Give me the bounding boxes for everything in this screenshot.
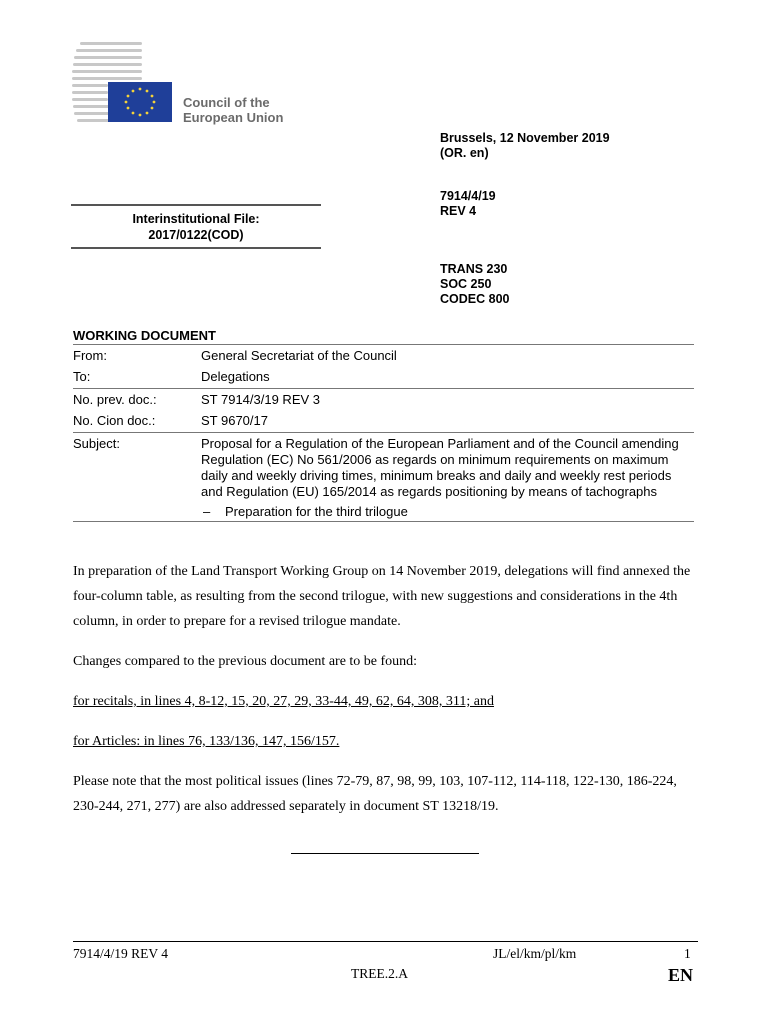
separator-line (291, 853, 479, 854)
subject-bullet (201, 504, 694, 519)
cion-doc-value: ST 9670/17 (201, 413, 268, 428)
doc-number-block (440, 189, 496, 219)
from-value: General Secretariat of the Council (201, 348, 397, 363)
to-label: To: (73, 369, 91, 384)
interinstitutional-label: Interinstitutional File: (132, 212, 260, 226)
subject-label: Subject: (73, 436, 120, 451)
footer-doc-ref: 7914/4/19 REV 4 (73, 946, 169, 961)
articles-line: for Articles: in lines 76, 133/136, 147, 156/157. (73, 734, 340, 749)
row-cion-doc (73, 410, 694, 432)
organisation-name (183, 95, 283, 125)
footer-initials: JL/el/km/pl/km (493, 946, 577, 961)
doc-number: 7914/4/19 (440, 189, 496, 203)
paragraph-changes: Changes compared to the previous document are to be found: (73, 654, 418, 669)
working-document-title: WORKING DOCUMENT (73, 328, 216, 343)
recitals-line: for recitals, in lines 4, 8-12, 15, 20, 27, 29, 33-44, 49, 62, 64, 308, 311; and (73, 694, 494, 709)
footer-language: EN (668, 965, 694, 985)
rule-bottom (73, 521, 694, 522)
footer-page-number: 1 (684, 946, 691, 961)
to-value: Delegations (201, 369, 270, 384)
council-logo-icon (72, 40, 192, 126)
paragraph-intro: In preparation of the Land Transport Working Group on 14 November 2019, delegations will find annexed the four-column table, as resulting from the second trilogue, with new suggestions and considerations in the 4th column, in order to prepare for a revised trilogue mandate. (73, 564, 691, 629)
row-prev-doc (73, 389, 694, 410)
working-document-table (73, 344, 694, 522)
code-codec: CODEC 800 (440, 292, 510, 306)
subject-bullet-text: Preparation for the third trilogue (225, 504, 408, 519)
place-date-block (440, 131, 610, 161)
place-date: Brussels, 12 November 2019 (440, 131, 610, 145)
interinstitutional-value: 2017/0122(COD) (148, 228, 244, 242)
code-soc: SOC 250 (440, 277, 492, 291)
row-subject (73, 433, 694, 521)
row-to (73, 367, 694, 388)
org-line-2: European Union (183, 110, 284, 125)
code-trans: TRANS 230 (440, 262, 508, 276)
org-line-1: Council of the (183, 95, 270, 110)
subject-value: Proposal for a Regulation of the European Parliament and of the Council amending Regulation (EC) No 561/2006 as regards on minimum requirements on maximum daily and weekly driving times, minimum breaks and daily and weekly rest periods and Regulation (EU) 165/2014 as regards positioning by means of tachographs (201, 436, 679, 499)
prev-doc-label: No. prev. doc.: (73, 392, 157, 407)
cion-doc-label: No. Cion doc.: (73, 413, 156, 428)
footer-rule (73, 941, 698, 942)
revision: REV 4 (440, 204, 477, 218)
row-from (73, 345, 694, 367)
prev-doc-value: ST 7914/3/19 REV 3 (201, 392, 321, 407)
codes-block (440, 262, 509, 307)
paragraph-political: Please note that the most political issues (lines 72-79, 87, 98, 99, 103, 107-112, 114-118, 122-130, 186-224, 230-244, 271, 277) are also addressed separately in document ST 13218/19. (73, 774, 677, 814)
footer-unit: TREE.2.A (351, 966, 408, 981)
original-language: (OR. en) (440, 146, 489, 160)
bullet-dash: – (203, 504, 211, 519)
interinstitutional-file-box (71, 204, 321, 249)
from-label: From: (73, 348, 107, 363)
